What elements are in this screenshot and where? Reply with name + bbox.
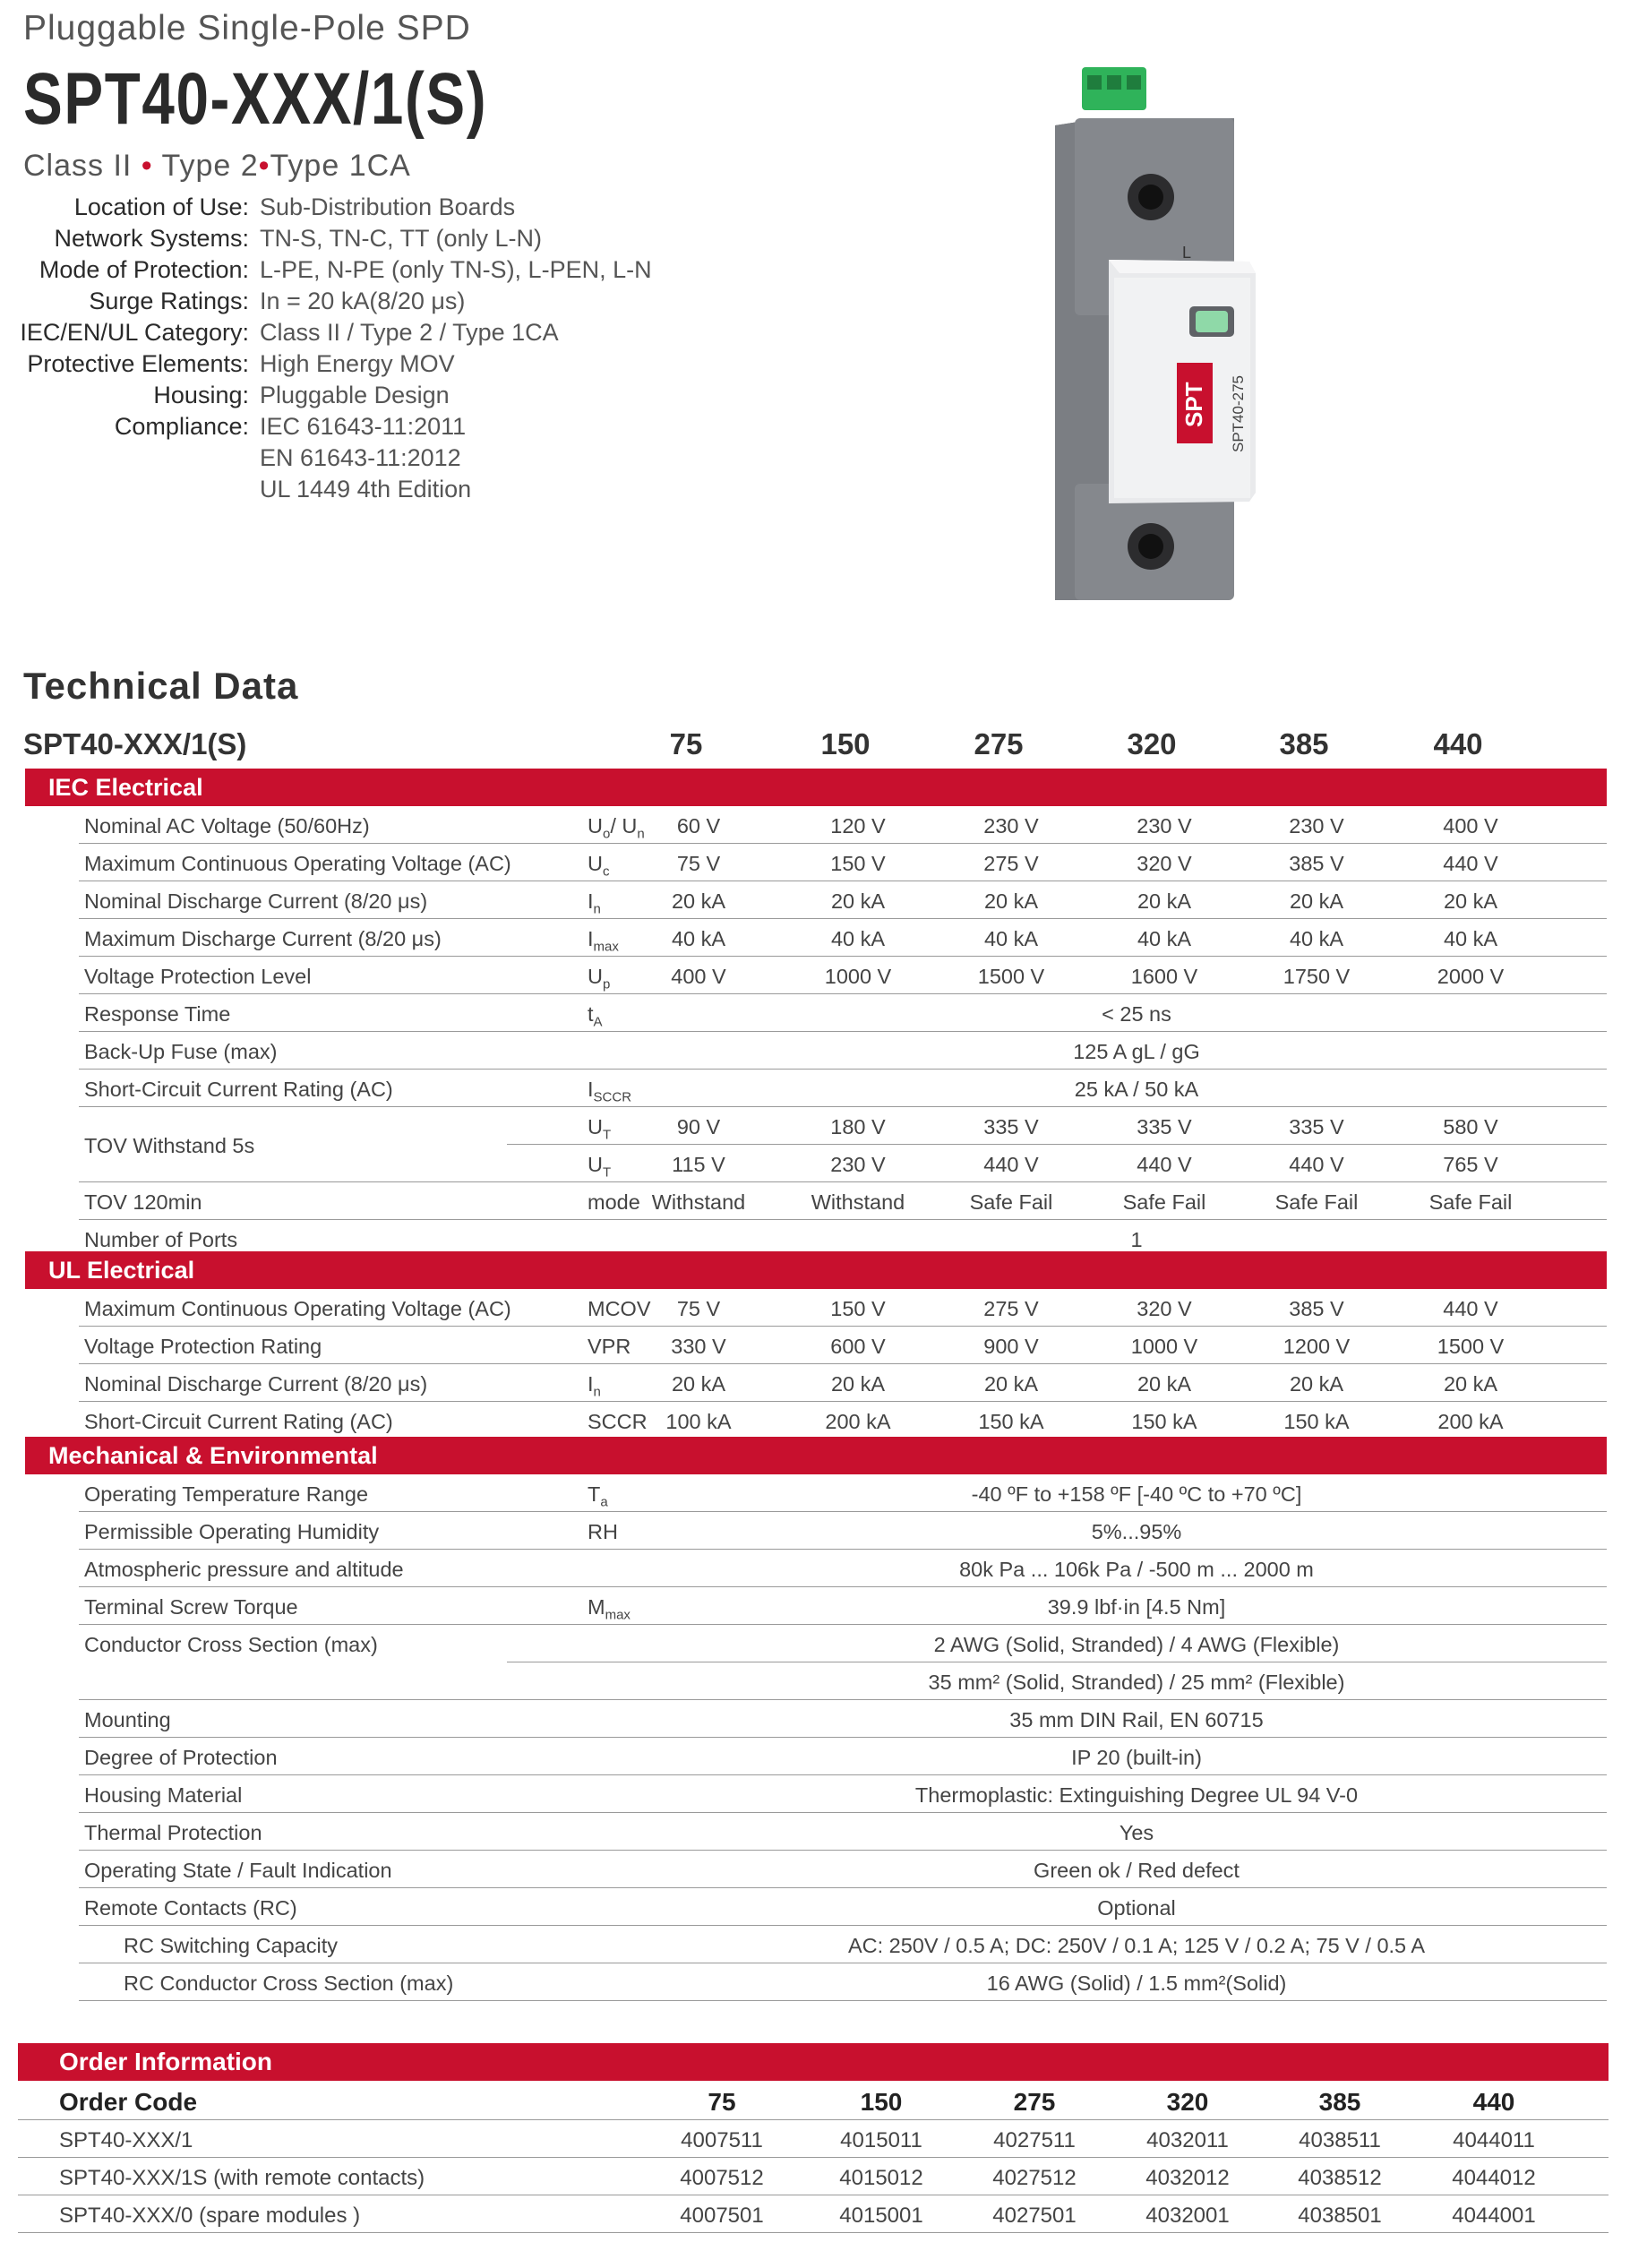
- parameter-symbol: [588, 1002, 603, 1030]
- spec-row: [0, 348, 652, 380]
- symbol-main: I: [588, 927, 594, 950]
- value-cell: 115 V: [672, 1153, 725, 1176]
- table-row: [79, 1289, 1607, 1327]
- spec-value-line: High Energy MOV: [260, 350, 455, 377]
- spec-key: Mode of Protection:: [39, 256, 249, 283]
- value-cell: 320 V: [1137, 1297, 1192, 1320]
- order-code-cell: 4007512: [680, 2166, 764, 2190]
- product-image: [1039, 63, 1290, 609]
- value-cell: 40 kA: [671, 927, 726, 950]
- parameter-name: Degree of Protection: [84, 1746, 278, 1769]
- symbol-subscript: n: [593, 901, 601, 917]
- ul-electrical-band: UL Electrical: [25, 1251, 1607, 1289]
- value-cell: 440 V: [1137, 1153, 1192, 1176]
- order-column-header: 385: [1318, 2088, 1361, 2116]
- separator-dot: •: [258, 149, 270, 183]
- spec-row: [0, 380, 652, 411]
- value-cell: 40 kA: [1443, 927, 1498, 950]
- symbol-main: I: [588, 1372, 594, 1396]
- spanning-value: 5%...95%: [1091, 1520, 1182, 1543]
- order-code-cell: 4044001: [1452, 2204, 1536, 2228]
- spec-value-line: Pluggable Design: [260, 382, 450, 408]
- class-ii-label: Class II: [23, 149, 133, 183]
- value-cell: 1600 V: [1130, 965, 1198, 988]
- order-product-name: SPT40-XXX/1: [59, 2128, 193, 2152]
- symbol-main: RH: [588, 1520, 618, 1543]
- parameter-symbol: [588, 1115, 611, 1143]
- table-row: [79, 1625, 1607, 1662]
- parameter-name: Maximum Continuous Operating Voltage (AC): [84, 852, 511, 875]
- spec-value-line: IEC 61643-11:2011: [260, 413, 467, 440]
- spanning-value: IP 20 (built-in): [1071, 1746, 1202, 1769]
- parameter-name: Voltage Protection Level: [84, 965, 312, 988]
- value-cell: 440 V: [1443, 1297, 1498, 1320]
- table-row: [79, 1888, 1607, 1926]
- parameter-name: TOV Withstand 5s: [84, 1134, 255, 1157]
- symbol-main: U: [588, 852, 603, 875]
- spec-value: [260, 411, 471, 505]
- value-cell: 75 V: [676, 852, 721, 875]
- spec-row: [0, 192, 652, 223]
- spanning-value: 25 kA / 50 kA: [1074, 1078, 1199, 1101]
- parameter-name: Terminal Screw Torque: [84, 1595, 298, 1619]
- order-product-name: SPT40-XXX/0 (spare modules ): [59, 2204, 361, 2228]
- table-row: [79, 1364, 1607, 1402]
- parameter-name: RC Switching Capacity: [124, 1934, 339, 1957]
- value-cell: 20 kA: [830, 889, 886, 913]
- table-row: [79, 1182, 1607, 1220]
- symbol-subscript: p: [602, 976, 611, 992]
- order-row: [18, 2195, 1609, 2233]
- parameter-symbol: [588, 889, 601, 917]
- voltage-column-header: 440: [1433, 727, 1483, 760]
- order-code-cell: 4032001: [1145, 2204, 1230, 2228]
- spanning-value: -40 ºF to +158 ºF [-40 ºC to +70 ºC]: [971, 1482, 1302, 1506]
- spec-key: Compliance:: [114, 413, 249, 440]
- symbol-main: I: [588, 889, 594, 913]
- mechanical-environmental-band: Mechanical & Environmental: [25, 1437, 1607, 1474]
- value-cell: 1000 V: [824, 965, 892, 988]
- order-product-name: SPT40-XXX/1S (with remote contacts): [59, 2166, 425, 2190]
- value-cell: 275 V: [983, 1297, 1039, 1320]
- brand-logo: SPT: [1180, 382, 1207, 427]
- value-cell: 150 V: [830, 1297, 886, 1320]
- order-column-header: 150: [860, 2088, 903, 2116]
- spanning-value: 35 mm² (Solid, Stranded) / 25 mm² (Flexible): [928, 1671, 1345, 1694]
- value-cell: 200 kA: [825, 1410, 891, 1433]
- value-cell: 100 kA: [665, 1410, 732, 1433]
- order-code-header-row: [18, 2081, 1609, 2120]
- terminal-mark: L: [1182, 244, 1192, 262]
- parameter-symbol: [588, 852, 609, 880]
- table-row: [79, 1070, 1607, 1107]
- spec-value: [260, 192, 515, 223]
- symbol-subscript: T: [602, 1127, 612, 1143]
- spanning-value: 16 AWG (Solid) / 1.5 mm²(Solid): [986, 1972, 1287, 1995]
- value-cell: 75 V: [676, 1297, 721, 1320]
- symbol-main: U: [588, 814, 603, 838]
- order-code-cell: 4027511: [993, 2128, 1076, 2152]
- value-cell: 385 V: [1289, 852, 1344, 875]
- symbol-main: mode: [588, 1190, 640, 1214]
- parameter-symbol: [588, 1153, 611, 1181]
- spec-list: [0, 192, 652, 505]
- order-code-cell: 4015012: [839, 2166, 923, 2190]
- symbol-main: t: [588, 1002, 594, 1026]
- value-cell: Safe Fail: [1274, 1190, 1359, 1214]
- spec-key: IEC/EN/UL Category:: [20, 319, 249, 346]
- parameter-name: Remote Contacts (RC): [84, 1896, 297, 1920]
- order-code-cell: 4038501: [1298, 2204, 1382, 2228]
- value-cell: 150 kA: [978, 1410, 1044, 1433]
- product-model-title: SPT40-XXX/1(S): [23, 58, 488, 140]
- symbol-main: I: [588, 1078, 594, 1101]
- spec-row: [0, 254, 652, 286]
- parameter-name: Short-Circuit Current Rating (AC): [84, 1078, 393, 1101]
- order-code-cell: 4027501: [992, 2204, 1077, 2228]
- value-cell: 20 kA: [1443, 1372, 1498, 1396]
- value-cell: 330 V: [671, 1335, 726, 1358]
- value-cell: 20 kA: [671, 1372, 726, 1396]
- symbol-main: U: [588, 1115, 603, 1138]
- symbol-main: U: [588, 1153, 603, 1176]
- parameter-name: RC Conductor Cross Section (max): [124, 1972, 454, 1995]
- value-cell: 40 kA: [830, 927, 886, 950]
- table-row: [79, 1474, 1607, 1512]
- value-cell: 40 kA: [1137, 927, 1192, 950]
- symbol-main: T: [588, 1482, 601, 1506]
- table-row: [79, 1963, 1607, 2001]
- product-subtitle: Pluggable Single-Pole SPD: [23, 9, 471, 47]
- class-line: [23, 149, 411, 184]
- order-code-cell: 4007511: [681, 2128, 763, 2152]
- spanning-value: 39.9 lbf·in [4.5 Nm]: [1047, 1595, 1226, 1619]
- spec-value: [260, 380, 450, 411]
- table-row: [79, 919, 1607, 957]
- parameter-name: Nominal Discharge Current (8/20 μs): [84, 889, 428, 913]
- value-cell: 320 V: [1137, 852, 1192, 875]
- parameter-name: Nominal Discharge Current (8/20 μs): [84, 1372, 428, 1396]
- value-cell: Withstand: [651, 1190, 746, 1214]
- value-cell: 1500 V: [1437, 1335, 1505, 1358]
- value-cell: 335 V: [1289, 1115, 1344, 1138]
- parameter-name: Response Time: [84, 1002, 231, 1026]
- spec-value: [260, 348, 455, 380]
- value-cell: 150 kA: [1131, 1410, 1197, 1433]
- parameter-symbol: [588, 965, 610, 992]
- table-row: [79, 1550, 1607, 1587]
- voltage-column-header: 320: [1127, 727, 1177, 760]
- order-code-cell: 4015011: [840, 2128, 922, 2152]
- spec-value: [260, 223, 542, 254]
- value-cell: 440 V: [983, 1153, 1039, 1176]
- spanning-value: 80k Pa ... 106k Pa / -500 m ... 2000 m: [959, 1558, 1314, 1581]
- value-cell: 20 kA: [671, 889, 726, 913]
- spec-value: [260, 254, 652, 286]
- parameter-name: Atmospheric pressure and altitude: [84, 1558, 404, 1581]
- table-row: [79, 1775, 1607, 1813]
- order-column-header: 275: [1013, 2088, 1056, 2116]
- type-1ca-label: Type 1CA: [270, 149, 411, 183]
- voltage-column-header: 275: [974, 727, 1024, 760]
- spanning-value: Yes: [1119, 1821, 1154, 1844]
- value-cell: Withstand: [811, 1190, 905, 1214]
- value-cell: 1000 V: [1130, 1335, 1198, 1358]
- spec-value-line: EN 61643-11:2012: [260, 444, 461, 471]
- table-row: [79, 1512, 1607, 1550]
- spec-value: [260, 286, 465, 317]
- value-cell: 275 V: [983, 852, 1039, 875]
- symbol-subscript: SCCR: [593, 1089, 632, 1105]
- value-cell: 20 kA: [983, 889, 1039, 913]
- symbol-subscript: T: [602, 1164, 612, 1181]
- spec-value: [260, 317, 559, 348]
- spec-value-line: Sub-Distribution Boards: [260, 193, 516, 220]
- order-code-cell: 4007501: [680, 2204, 764, 2228]
- parameter-name: TOV 120min: [84, 1190, 202, 1214]
- value-cell: 400 V: [1443, 814, 1498, 838]
- table-row: [79, 957, 1607, 994]
- parameter-name: Mounting: [84, 1708, 171, 1731]
- spanning-value: Optional: [1097, 1896, 1176, 1920]
- value-cell: Safe Fail: [1122, 1190, 1206, 1214]
- order-code-cell: 4044011: [1453, 2128, 1535, 2152]
- parameter-name: Operating Temperature Range: [84, 1482, 369, 1506]
- value-cell: 20 kA: [1289, 1372, 1344, 1396]
- voltage-column-header: 75: [669, 727, 703, 760]
- value-cell: 200 kA: [1437, 1410, 1504, 1433]
- value-cell: 1500 V: [977, 965, 1045, 988]
- technical-data-model: SPT40-XXX/1(S): [23, 727, 247, 760]
- spanning-value: 2 AWG (Solid, Stranded) / 4 AWG (Flexible): [933, 1633, 1340, 1656]
- symbol-subscript: max: [593, 939, 619, 955]
- parameter-name: Operating State / Fault Indication: [84, 1859, 392, 1882]
- value-cell: 335 V: [983, 1115, 1039, 1138]
- table-row: [79, 1813, 1607, 1851]
- value-cell: 120 V: [830, 814, 886, 838]
- symbol-main: MCOV: [588, 1297, 651, 1320]
- symbol-subscript: n: [593, 1384, 601, 1400]
- spec-row: [0, 286, 652, 317]
- type-2-label: Type 2: [161, 149, 259, 183]
- order-code-cell: 4027512: [992, 2166, 1077, 2190]
- value-cell: Safe Fail: [969, 1190, 1053, 1214]
- table-row: [79, 1327, 1607, 1364]
- order-code-cell: 4032011: [1146, 2128, 1229, 2152]
- symbol-main: SCCR: [588, 1410, 648, 1433]
- order-column-header: 440: [1472, 2088, 1515, 2116]
- parameter-name: Housing Material: [84, 1783, 243, 1807]
- spanning-value: AC: 250V / 0.5 A; DC: 250V / 0.1 A; 125 V / 0.2 A; 75 V / 0.5 A: [847, 1934, 1426, 1957]
- parameter-symbol: [588, 1520, 618, 1544]
- spec-row: [0, 317, 652, 348]
- order-code-cell: 4038511: [1299, 2128, 1381, 2152]
- order-row: [18, 2120, 1609, 2158]
- voltage-column-header: 150: [820, 727, 871, 760]
- symbol-subscript: a: [600, 1494, 608, 1510]
- spanning-value: Thermoplastic: Extinguishing Degree UL 94 V-0: [914, 1783, 1359, 1807]
- order-code-label: Order Code: [59, 2088, 198, 2116]
- value-cell: 335 V: [1137, 1115, 1192, 1138]
- table-row: [79, 1700, 1607, 1738]
- value-cell: 20 kA: [983, 1372, 1039, 1396]
- value-cell: 765 V: [1443, 1153, 1498, 1176]
- value-cell: 600 V: [830, 1335, 886, 1358]
- parameter-name: Nominal AC Voltage (50/60Hz): [84, 814, 370, 838]
- parameter-name: Back-Up Fuse (max): [84, 1040, 278, 1063]
- order-column-header: 75: [708, 2088, 736, 2116]
- order-information-band: Order Information: [18, 2043, 1609, 2081]
- table-row: [79, 844, 1607, 881]
- spec-row: [0, 411, 652, 505]
- parameter-symbol: [588, 1482, 608, 1510]
- value-cell: 230 V: [1289, 814, 1344, 838]
- module-label: SPT40-275: [1230, 375, 1247, 452]
- symbol-subscript: n: [637, 826, 645, 842]
- status-indicator: [1196, 311, 1228, 332]
- spec-value-line: In = 20 kA(8/20 μs): [260, 288, 466, 314]
- parameter-symbol: [588, 1595, 631, 1623]
- symbol-main: U: [588, 965, 603, 988]
- spanning-value: Green ok / Red defect: [1034, 1859, 1240, 1882]
- table-row: [79, 1851, 1607, 1888]
- table-row: [79, 1738, 1607, 1775]
- order-code-cell: 4038512: [1298, 2166, 1382, 2190]
- table-row: [79, 1662, 1607, 1700]
- table-row: [79, 1926, 1607, 1963]
- value-cell: 230 V: [983, 814, 1039, 838]
- value-cell: 230 V: [1137, 814, 1192, 838]
- symbol-subscript: o: [602, 826, 611, 842]
- value-cell: 20 kA: [1137, 1372, 1192, 1396]
- technical-data-header-row: [23, 724, 1609, 765]
- parameter-name: Maximum Continuous Operating Voltage (AC): [84, 1297, 511, 1320]
- symbol-main: M: [588, 1595, 605, 1619]
- parameter-symbol: [588, 927, 619, 955]
- value-cell: 20 kA: [1137, 889, 1192, 913]
- value-cell: Safe Fail: [1428, 1190, 1513, 1214]
- parameter-symbol: [588, 1078, 631, 1105]
- order-column-header: 320: [1166, 2088, 1209, 2116]
- parameter-symbol: [588, 1372, 601, 1400]
- symbol-subscript: A: [593, 1014, 603, 1030]
- table-row: [79, 1587, 1607, 1625]
- value-cell: 150 V: [830, 852, 886, 875]
- spec-row: [0, 223, 652, 254]
- symbol-main: VPR: [588, 1335, 631, 1358]
- value-cell: 40 kA: [1289, 927, 1344, 950]
- value-cell: 900 V: [983, 1335, 1039, 1358]
- value-cell: 150 kA: [1283, 1410, 1350, 1433]
- parameter-name: Voltage Protection Rating: [84, 1335, 322, 1358]
- spec-value-line: TN-S, TN-C, TT (only L-N): [260, 225, 543, 252]
- spanning-value: 125 A gL / gG: [1073, 1040, 1200, 1063]
- value-cell: 440 V: [1443, 852, 1498, 875]
- table-row: [79, 1032, 1607, 1070]
- spanning-value: 35 mm DIN Rail, EN 60715: [1009, 1708, 1264, 1731]
- value-cell: 385 V: [1289, 1297, 1344, 1320]
- spec-key: Network Systems:: [54, 225, 249, 252]
- table-row: [79, 994, 1607, 1032]
- symbol-subscript: max: [605, 1607, 631, 1623]
- parameter-name: Permissible Operating Humidity: [84, 1520, 380, 1543]
- parameter-name: Short-Circuit Current Rating (AC): [84, 1410, 393, 1433]
- spanning-value: < 25 ns: [1102, 1002, 1171, 1026]
- value-cell: 20 kA: [830, 1372, 886, 1396]
- value-cell: 20 kA: [1289, 889, 1344, 913]
- value-cell: 1750 V: [1283, 965, 1351, 988]
- value-cell: 440 V: [1289, 1153, 1344, 1176]
- spanning-value: 1: [1130, 1228, 1143, 1251]
- symbol-main: / U: [610, 814, 638, 838]
- spec-key: Protective Elements:: [27, 350, 249, 377]
- symbol-subscript: c: [602, 863, 610, 880]
- table-row: [79, 881, 1607, 919]
- value-cell: 2000 V: [1437, 965, 1505, 988]
- order-code-cell: 4015001: [839, 2204, 923, 2228]
- parameter-name: Number of Ports: [84, 1228, 238, 1251]
- parameter-name: Maximum Discharge Current (8/20 μs): [84, 927, 442, 950]
- value-cell: 1200 V: [1283, 1335, 1351, 1358]
- value-cell: 90 V: [676, 1115, 721, 1138]
- value-cell: 230 V: [830, 1153, 886, 1176]
- table-row: [79, 1402, 1607, 1439]
- separator-dot: •: [132, 149, 162, 183]
- value-cell: 40 kA: [983, 927, 1039, 950]
- iec-electrical-band: IEC Electrical: [25, 769, 1607, 806]
- value-cell: 580 V: [1443, 1115, 1498, 1138]
- table-row: [79, 1107, 1607, 1157]
- spec-key: Housing:: [153, 382, 249, 408]
- spec-key: Location of Use:: [73, 193, 249, 220]
- value-cell: 180 V: [830, 1115, 886, 1138]
- technical-data-title: Technical Data: [23, 665, 299, 707]
- parameter-name: Thermal Protection: [84, 1821, 262, 1844]
- order-row: [18, 2158, 1609, 2195]
- value-cell: 20 kA: [1443, 889, 1498, 913]
- value-cell: 400 V: [671, 965, 726, 988]
- spec-value-line: UL 1449 4th Edition: [260, 476, 472, 503]
- voltage-column-header: 385: [1279, 727, 1329, 760]
- table-row: [79, 806, 1607, 844]
- order-code-cell: 4044012: [1452, 2166, 1536, 2190]
- value-cell: 60 V: [676, 814, 721, 838]
- spec-key: Surge Ratings:: [89, 288, 249, 314]
- parameter-name: Conductor Cross Section (max): [84, 1633, 378, 1656]
- order-code-cell: 4032012: [1145, 2166, 1230, 2190]
- spec-value-line: L-PE, N-PE (only TN-S), L-PEN, L-N: [260, 256, 652, 283]
- parameter-symbol: [588, 1335, 631, 1359]
- table-row: [79, 1145, 1607, 1182]
- spec-value-line: Class II / Type 2 / Type 1CA: [260, 319, 559, 346]
